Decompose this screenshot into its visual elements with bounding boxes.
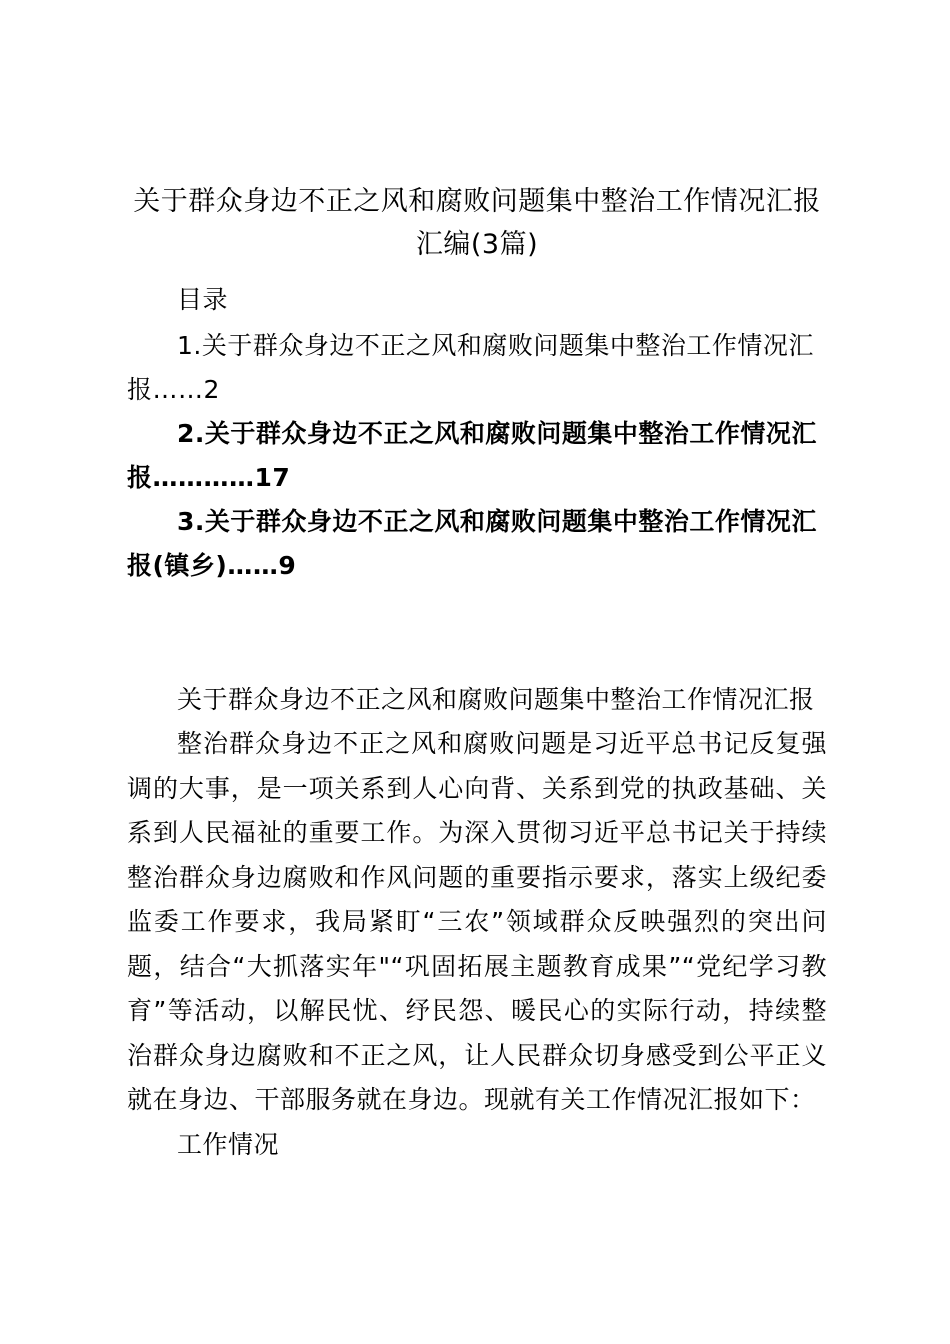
body-paragraph: 整治群众身边不正之风和腐败问题是习近平总书记反复强调的大事，是一项关系到人心向背、关系到党的执政基础、关系到人民福祉的重要工作。为深入贯彻习近平总书记关于持续整治群众身边腐败和作风问题的重要指示要求，落实上级纪委监委工作要求，我局紧盯“三农”领域群众反映强烈的突出问题，结合“大抓落实年"“巩固拓展主题教育成果”“党纪学习教育”等活动，以解民忧、纾民怨、暖民心的实际行动，持续整治群众身边腐败和不正之风，让人民群众切身感受到公平正义就在身边、干部服务就在身边。现就有关工作情况汇报如下： <box>127 729 827 1114</box>
section-title: 关于群众身边不正之风和腐败问题集中整治工作情况汇报 <box>177 685 815 714</box>
toc-heading: 目录 <box>177 285 229 314</box>
section-subheading: 工作情况 <box>177 1130 280 1159</box>
document-title: 关于群众身边不正之风和腐败问题集中整治工作情况汇报汇编(3篇) <box>133 186 821 260</box>
toc-item-3: 3.关于群众身边不正之风和腐败问题集中整治工作情况汇报(镇乡)……9 <box>127 507 817 580</box>
toc-item-1: 1.关于群众身边不正之风和腐败问题集中整治工作情况汇报……2 <box>127 331 814 404</box>
toc-item-2: 2.关于群众身边不正之风和腐败问题集中整治工作情况汇报…………17 <box>127 419 817 492</box>
